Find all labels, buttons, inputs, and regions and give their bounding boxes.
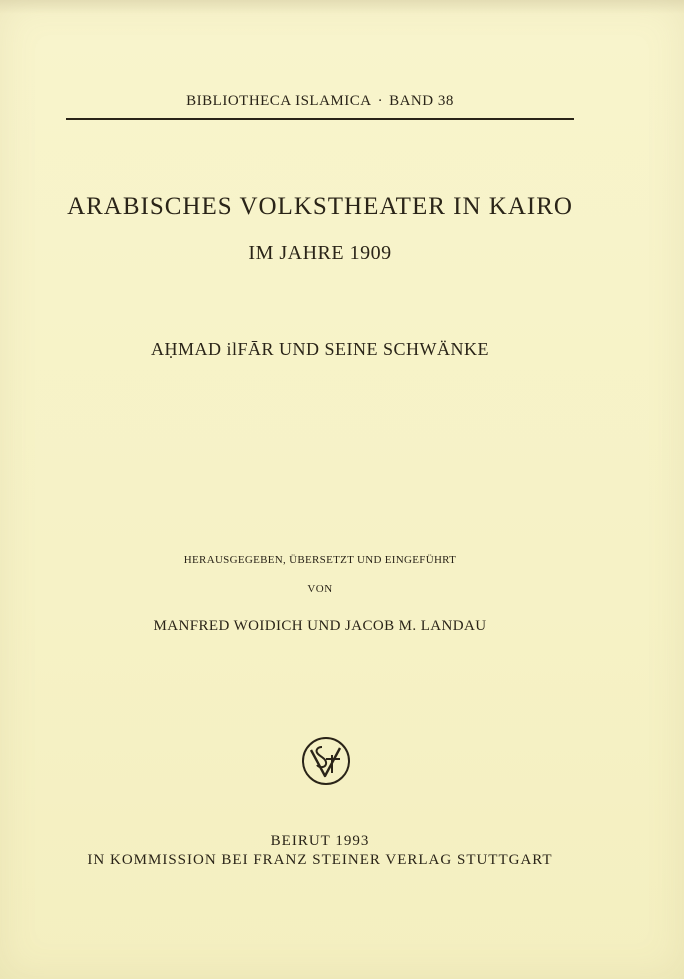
series-volume: BAND 38	[389, 93, 454, 109]
publisher-line: IN KOMMISSION BEI FRANZ STEINER VERLAG STUTTGART	[87, 852, 553, 868]
edited-by-line: HERAUSGEGEBEN, ÜBERSETZT UND EINGEFÜHRT	[183, 554, 457, 566]
book-title: ARABISCHES VOLKSTHEATER IN KAIRO	[67, 193, 573, 220]
authors-line: MANFRED WOIDICH UND JACOB M. LANDAU	[153, 618, 487, 634]
book-subject: AḤMAD ilFĀR UND SEINE SCHWÄNKE	[150, 339, 489, 359]
header-rule	[66, 118, 574, 120]
von-line: VON	[307, 583, 333, 595]
series-separator: ·	[377, 93, 384, 109]
franz-steiner-verlag-monogram-icon	[300, 735, 352, 787]
paper-edge	[0, 0, 684, 14]
place-year: BEIRUT 1993	[270, 833, 370, 849]
series-line	[0, 93, 640, 110]
book-subtitle: IM JAHRE 1909	[248, 242, 392, 264]
series-name: BIBLIOTHECA ISLAMICA	[186, 93, 372, 109]
